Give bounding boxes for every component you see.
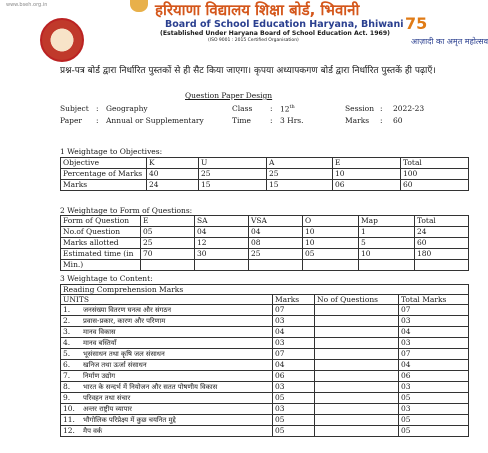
table-cell: 5 bbox=[359, 238, 415, 249]
unit-row bbox=[61, 382, 469, 393]
unit-row bbox=[61, 316, 469, 327]
unit-total-marks: 04 bbox=[399, 327, 469, 338]
unit-row bbox=[61, 360, 469, 371]
unit-marks: 04 bbox=[273, 360, 315, 371]
table-cell bbox=[415, 260, 469, 271]
table-row bbox=[61, 260, 469, 271]
unit-row bbox=[61, 415, 469, 426]
class-suffix: th bbox=[289, 104, 295, 110]
session-label: Session bbox=[345, 104, 375, 113]
unit-number: 11. bbox=[63, 415, 75, 424]
section-2-title: 2 Weightage to Form of Questions: bbox=[60, 206, 193, 215]
unit-questions bbox=[315, 404, 399, 415]
table-cell: 06 bbox=[333, 180, 401, 191]
unit-total-marks: 05 bbox=[399, 393, 469, 404]
unit-name: मानव विकास bbox=[83, 328, 116, 336]
iso-text: (ISO 9001 : 2015 Certified Organisation) bbox=[208, 38, 299, 43]
table-cell bbox=[359, 260, 415, 271]
unit-number: 7. bbox=[63, 371, 71, 380]
unit-total-marks: 07 bbox=[399, 305, 469, 316]
table-cell: 70 bbox=[141, 249, 195, 260]
unit-total-marks: 03 bbox=[399, 338, 469, 349]
session-value: 2022-23 bbox=[393, 104, 425, 113]
unit-row bbox=[61, 426, 469, 437]
unit-questions bbox=[315, 305, 399, 316]
table-cell: Min.) bbox=[61, 260, 141, 271]
marks-value: 60 bbox=[393, 116, 403, 125]
unit-number: 9. bbox=[63, 393, 71, 402]
table-cell: 60 bbox=[415, 238, 469, 249]
unit-cell bbox=[61, 382, 273, 393]
time-value: 3 Hrs. bbox=[280, 116, 304, 125]
unit-row bbox=[61, 393, 469, 404]
table-cell: K bbox=[147, 158, 199, 169]
table-cell: 40 bbox=[147, 169, 199, 180]
table-cell: Objective bbox=[61, 158, 147, 169]
table-cell: SA bbox=[195, 216, 249, 227]
content-subheading-row bbox=[61, 285, 469, 295]
class-value bbox=[280, 104, 295, 114]
content-header-row bbox=[61, 295, 469, 305]
table-cell: Total bbox=[415, 216, 469, 227]
unit-cell bbox=[61, 393, 273, 404]
unit-name: अन्तर राष्ट्रीय व्यापार bbox=[83, 405, 132, 413]
unit-name: खनिज तथा ऊर्जा संसाधन bbox=[83, 361, 147, 369]
table-cell: 12 bbox=[195, 238, 249, 249]
established-text: (Established Under Haryana Board of School Education Act. 1969) bbox=[160, 30, 390, 37]
unit-marks: 04 bbox=[273, 327, 315, 338]
marks-colon: : bbox=[380, 116, 383, 125]
unit-marks: 05 bbox=[273, 426, 315, 437]
section-1-title: 1 Weightage to Objectives: bbox=[60, 147, 163, 156]
table-cell: Marks bbox=[61, 180, 147, 191]
table-cell: 10 bbox=[303, 238, 359, 249]
time-colon: : bbox=[270, 116, 273, 125]
table-cell: A bbox=[267, 158, 333, 169]
table-cell bbox=[141, 260, 195, 271]
content-weightage-table bbox=[60, 284, 469, 437]
unit-questions bbox=[315, 415, 399, 426]
class-label: Class bbox=[232, 104, 253, 113]
marks-label: Marks bbox=[345, 116, 370, 125]
table-cell: Estimated time (in bbox=[61, 249, 141, 260]
unit-row bbox=[61, 338, 469, 349]
table-cell: Percentage of Marks bbox=[61, 169, 147, 180]
table-cell: 15 bbox=[199, 180, 267, 191]
unit-name: मानव बस्तियाँ bbox=[83, 339, 117, 347]
unit-questions bbox=[315, 338, 399, 349]
unit-cell bbox=[61, 327, 273, 338]
board-seal-logo bbox=[40, 18, 84, 62]
subject-label: Subject bbox=[60, 104, 89, 113]
unit-cell bbox=[61, 360, 273, 371]
questions-header: No of Questions bbox=[315, 295, 399, 305]
table-cell: 60 bbox=[401, 180, 469, 191]
unit-marks: 03 bbox=[273, 316, 315, 327]
unit-number: 10. bbox=[63, 404, 75, 413]
table-cell: U bbox=[199, 158, 267, 169]
table-cell: 05 bbox=[141, 227, 195, 238]
unit-marks: 05 bbox=[273, 415, 315, 426]
table-cell: Form of Question bbox=[61, 216, 141, 227]
unit-total-marks: 05 bbox=[399, 426, 469, 437]
section-3-title: 3 Weightage to Content: bbox=[60, 274, 153, 283]
table-cell: 10 bbox=[303, 227, 359, 238]
azadi-ka-amrit-mahotsav-logo bbox=[405, 14, 488, 54]
unit-questions bbox=[315, 393, 399, 404]
table-cell: 25 bbox=[199, 169, 267, 180]
unit-total-marks: 03 bbox=[399, 316, 469, 327]
unit-row bbox=[61, 404, 469, 415]
page-title: Question Paper Design bbox=[185, 91, 273, 100]
table-cell bbox=[303, 260, 359, 271]
content-subheading: Reading Comprehension Marks bbox=[61, 285, 469, 295]
unit-total-marks: 04 bbox=[399, 360, 469, 371]
azadi-number: 75 bbox=[405, 14, 428, 33]
table-cell: E bbox=[141, 216, 195, 227]
instruction-note: प्रश्न-पत्र बोर्ड द्वारा निर्धारित पुस्तकों से ही सैट किया जाएगा। कृपया अध्यापकगण बोर्ड द्वारा निर्धारित पुस्तकें ही पढ़ाएँ। bbox=[60, 66, 436, 76]
subject-colon: : bbox=[96, 104, 99, 113]
table-cell: 30 bbox=[195, 249, 249, 260]
unit-name: मैप वर्क bbox=[83, 427, 103, 435]
unit-number: 6. bbox=[63, 360, 71, 369]
table-cell: 25 bbox=[141, 238, 195, 249]
unit-cell bbox=[61, 338, 273, 349]
class-colon: : bbox=[270, 104, 273, 113]
paper-label: Paper bbox=[60, 116, 83, 125]
unit-total-marks: 03 bbox=[399, 404, 469, 415]
unit-row bbox=[61, 327, 469, 338]
unit-number: 4. bbox=[63, 338, 71, 347]
table-row bbox=[61, 158, 469, 169]
unit-questions bbox=[315, 327, 399, 338]
unit-row bbox=[61, 305, 469, 316]
unit-number: 12. bbox=[63, 426, 75, 435]
table-cell: 15 bbox=[267, 180, 333, 191]
emblem-icon bbox=[130, 0, 148, 12]
table-cell: 10 bbox=[359, 249, 415, 260]
unit-total-marks: 06 bbox=[399, 371, 469, 382]
table-row bbox=[61, 180, 469, 191]
board-header bbox=[0, 0, 488, 62]
table-cell: 25 bbox=[267, 169, 333, 180]
top-url: www.bseh.org.in bbox=[6, 1, 48, 8]
unit-questions bbox=[315, 382, 399, 393]
table-cell bbox=[195, 260, 249, 271]
table-cell: 04 bbox=[195, 227, 249, 238]
unit-cell bbox=[61, 426, 273, 437]
table-row bbox=[61, 227, 469, 238]
table-cell: 10 bbox=[333, 169, 401, 180]
unit-number: 3. bbox=[63, 327, 71, 336]
unit-name: परिवहन तथा संचार bbox=[83, 394, 131, 402]
table-cell: 08 bbox=[249, 238, 303, 249]
unit-total-marks: 07 bbox=[399, 349, 469, 360]
paper-value: Annual or Supplementary bbox=[106, 116, 204, 125]
board-name-english: Board of School Education Haryana, Bhiwani bbox=[165, 19, 404, 30]
table-cell: Marks allotted bbox=[61, 238, 141, 249]
unit-cell bbox=[61, 316, 273, 327]
table-cell: O bbox=[303, 216, 359, 227]
table-cell: Map bbox=[359, 216, 415, 227]
unit-row bbox=[61, 349, 469, 360]
unit-name: निर्माण उद्योग bbox=[83, 372, 116, 380]
table-cell: 1 bbox=[359, 227, 415, 238]
unit-row bbox=[61, 371, 469, 382]
table-cell: 100 bbox=[401, 169, 469, 180]
unit-cell bbox=[61, 305, 273, 316]
unit-total-marks: 03 bbox=[399, 382, 469, 393]
unit-cell bbox=[61, 371, 273, 382]
unit-questions bbox=[315, 360, 399, 371]
unit-total-marks: 05 bbox=[399, 415, 469, 426]
unit-questions bbox=[315, 349, 399, 360]
unit-questions bbox=[315, 316, 399, 327]
unit-marks: 07 bbox=[273, 349, 315, 360]
table-cell: VSA bbox=[249, 216, 303, 227]
unit-number: 8. bbox=[63, 382, 71, 391]
unit-marks: 07 bbox=[273, 305, 315, 316]
table-cell: 24 bbox=[415, 227, 469, 238]
table-row bbox=[61, 249, 469, 260]
unit-name: भौगोलिक परिप्रेक्ष्य में कुछ चयनित मुद्दे bbox=[83, 416, 176, 424]
table-cell bbox=[249, 260, 303, 271]
unit-cell bbox=[61, 415, 273, 426]
table-cell: 180 bbox=[415, 249, 469, 260]
board-name-hindi: हरियाणा विद्यालय शिक्षा बोर्ड, भिवानी bbox=[155, 1, 360, 19]
unit-marks: 05 bbox=[273, 393, 315, 404]
units-header: UNITS bbox=[61, 295, 273, 305]
total-marks-header: Total Marks bbox=[399, 295, 469, 305]
unit-marks: 03 bbox=[273, 338, 315, 349]
form-of-questions-table bbox=[60, 215, 469, 271]
table-row bbox=[61, 216, 469, 227]
azadi-text: आज़ादी का अमृत महोत्सव bbox=[411, 37, 488, 46]
marks-header: Marks bbox=[273, 295, 315, 305]
unit-number: 2. bbox=[63, 316, 71, 325]
table-cell: E bbox=[333, 158, 401, 169]
unit-cell bbox=[61, 404, 273, 415]
unit-cell bbox=[61, 349, 273, 360]
unit-marks: 03 bbox=[273, 404, 315, 415]
unit-marks: 06 bbox=[273, 371, 315, 382]
table-cell: 25 bbox=[249, 249, 303, 260]
table-row bbox=[61, 238, 469, 249]
table-cell: 04 bbox=[249, 227, 303, 238]
unit-name: जनसंख्या वितरण घनत्व और संगठन bbox=[83, 306, 172, 314]
time-label: Time bbox=[232, 116, 251, 125]
unit-questions bbox=[315, 426, 399, 437]
session-colon: : bbox=[380, 104, 383, 113]
subject-value: Geography bbox=[106, 104, 148, 113]
unit-number: 5. bbox=[63, 349, 71, 358]
objectives-table bbox=[60, 157, 469, 191]
table-cell: Total bbox=[401, 158, 469, 169]
unit-number: 1. bbox=[63, 305, 71, 314]
table-cell: 24 bbox=[147, 180, 199, 191]
paper-colon: : bbox=[96, 116, 99, 125]
unit-marks: 03 bbox=[273, 382, 315, 393]
unit-name: प्रवास-प्रकार, कारण और परिणाम bbox=[83, 317, 166, 325]
unit-questions bbox=[315, 371, 399, 382]
unit-name: भूसंसाधन तथा कृषि जल संसाधन bbox=[83, 350, 165, 358]
table-row bbox=[61, 169, 469, 180]
class-number: 12 bbox=[280, 104, 290, 114]
table-cell: No.of Question bbox=[61, 227, 141, 238]
unit-name: भारत के सन्दर्भ में नियोजन और सतत पोषणीय विकास bbox=[83, 383, 218, 391]
table-cell: 05 bbox=[303, 249, 359, 260]
